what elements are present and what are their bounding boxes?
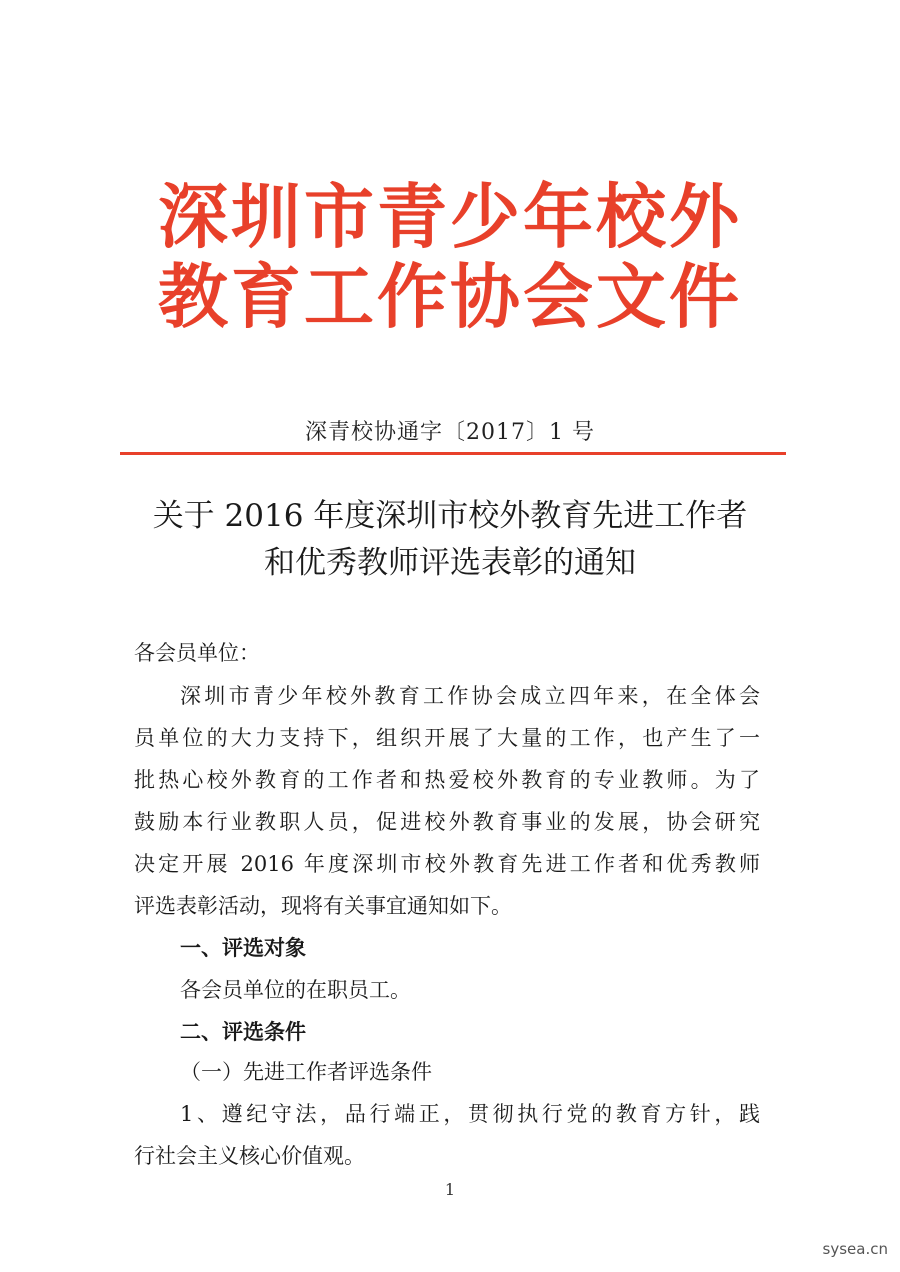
subsection-heading: （一）先进工作者评选条件 bbox=[180, 1060, 432, 1084]
intro-line: 评选表彰活动，现将有关事宜通知如下。 bbox=[134, 894, 512, 918]
intro-line: 深圳市青少年校外教育工作协会成立四年来，在全体会 bbox=[180, 684, 760, 708]
red-divider bbox=[120, 452, 786, 455]
section-heading-criteria: 二、评选条件 bbox=[180, 1020, 306, 1044]
section-text-targets: 各会员单位的在职员工。 bbox=[180, 978, 411, 1002]
notice-title-line1: 关于 2016 年度深圳市校外教育先进工作者 bbox=[152, 498, 748, 534]
issuer-title-line1: 深圳市青少年校外 bbox=[158, 176, 742, 258]
section-heading-targets: 一、评选对象 bbox=[180, 936, 306, 960]
document-number: 深青校协通字〔2017〕1 号 bbox=[305, 420, 595, 445]
criteria-item-line: 1、遵纪守法，品行端正，贯彻执行党的教育方针，践 bbox=[180, 1102, 760, 1126]
watermark: sysea.cn bbox=[822, 1240, 888, 1258]
intro-line: 员单位的大力支持下，组织开展了大量的工作，也产生了一 bbox=[134, 726, 760, 750]
page-number: 1 bbox=[444, 1180, 456, 1199]
issuer-title-line2: 教育工作协会文件 bbox=[158, 256, 742, 338]
intro-line: 批热心校外教育的工作者和热爱校外教育的专业教师。为了 bbox=[134, 768, 760, 792]
criteria-item-line: 行社会主义核心价值观。 bbox=[134, 1144, 365, 1168]
notice-title-line2: 和优秀教师评选表彰的通知 bbox=[264, 545, 636, 581]
intro-line: 决定开展 2016 年度深圳市校外教育先进工作者和优秀教师 bbox=[134, 852, 760, 876]
intro-line: 鼓励本行业教职人员，促进校外教育事业的发展，协会研究 bbox=[134, 810, 760, 834]
salutation: 各会员单位： bbox=[134, 641, 260, 665]
